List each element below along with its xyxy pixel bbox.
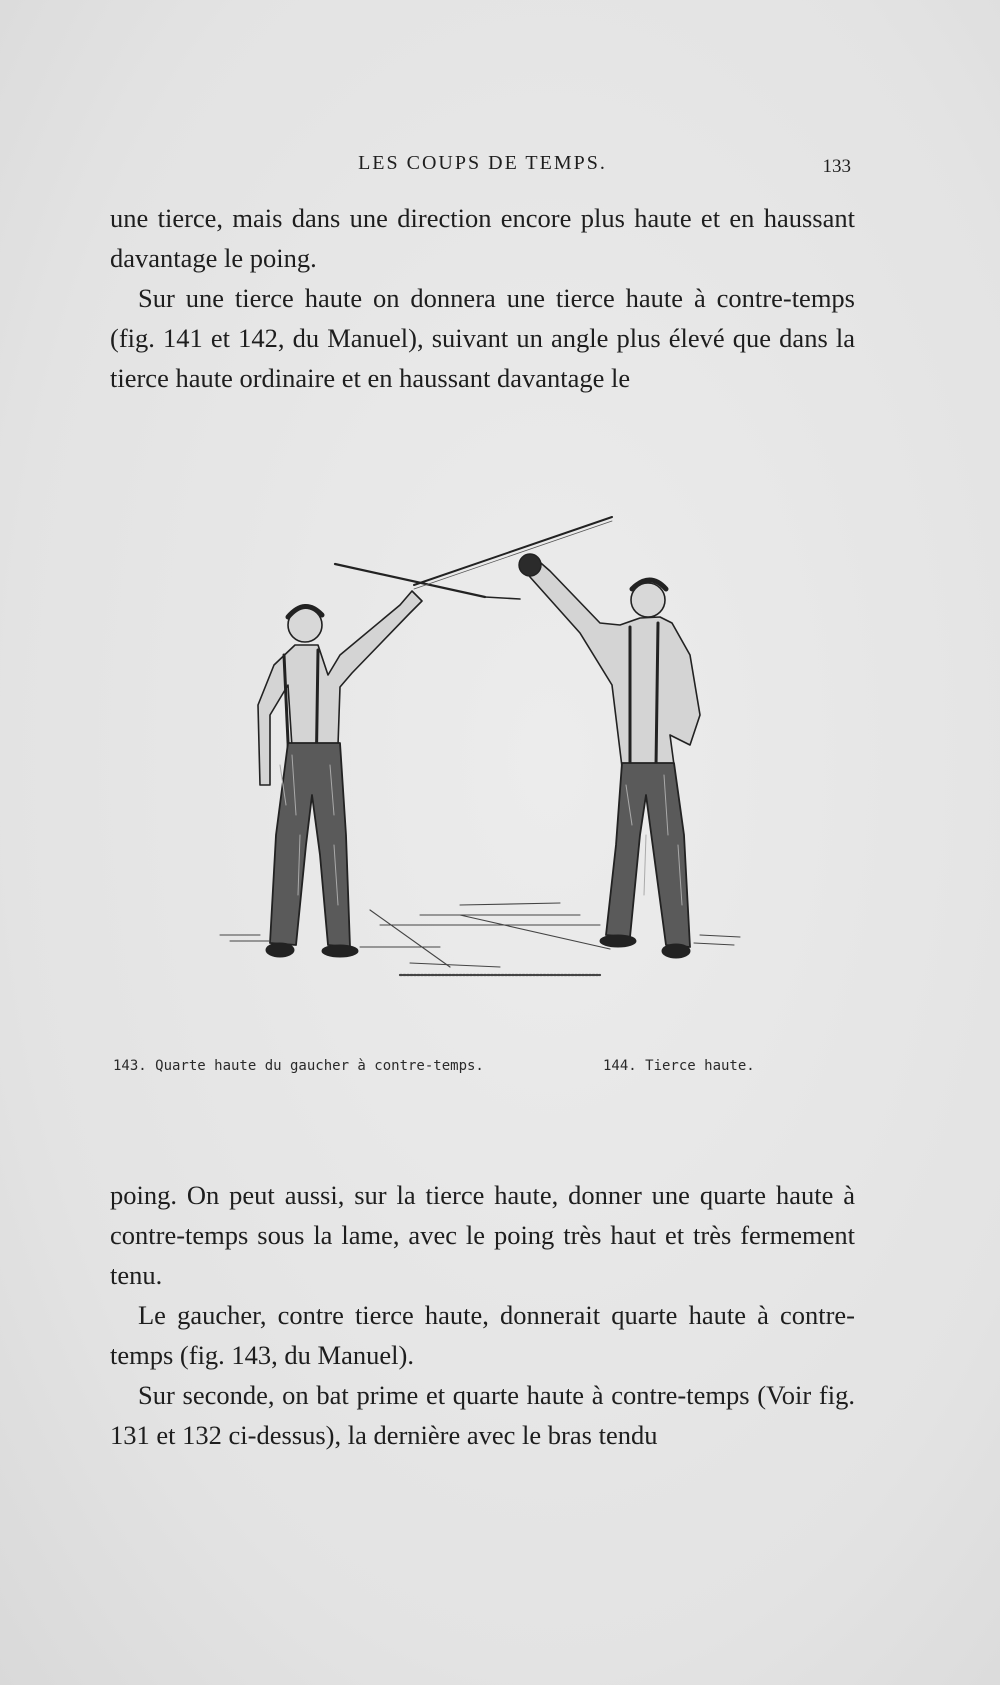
- running-title: LES COUPS DE TEMPS.: [358, 152, 607, 174]
- paragraph: poing. On peut aussi, sur la tierce haute, donner une quarte haute à contre-temps sous la lame, avec le poing très haut et très fermement tenu.: [110, 1180, 855, 1290]
- fencers-engraving: [200, 505, 760, 1045]
- text-block-top: [110, 198, 855, 398]
- foil-right: [414, 517, 612, 585]
- figure-caption-143: 143. Quarte haute du gaucher à contre-temps.: [113, 1058, 484, 1074]
- paragraph: Sur une tierce haute on donnera une tierce haute à contre-temps (fig. 141 et 142, du Manuel), suivant un angle plus élevé que dans la tierce haute ordinaire et en haussant davantage le: [110, 283, 855, 393]
- running-head: [110, 152, 855, 182]
- paragraph: une tierce, mais dans une direction encore plus haute et en haussant davantage le poing.: [110, 203, 855, 273]
- paragraph: Le gaucher, contre tierce haute, donnerait quarte haute à contre-temps (fig. 143, du Manuel).: [110, 1300, 855, 1370]
- fencer-right: [519, 554, 700, 958]
- text-block-bottom: [110, 1175, 855, 1455]
- paragraph: Sur seconde, on bat prime et quarte haute à contre-temps (Voir fig. 131 et 132 ci-dessus), la dernière avec le bras tendu: [110, 1380, 855, 1450]
- fencing-illustration: [200, 505, 760, 1045]
- figure-caption-144: 144. Tierce haute.: [603, 1058, 755, 1074]
- page-number: 133: [822, 156, 851, 177]
- fencer-left: [258, 591, 422, 957]
